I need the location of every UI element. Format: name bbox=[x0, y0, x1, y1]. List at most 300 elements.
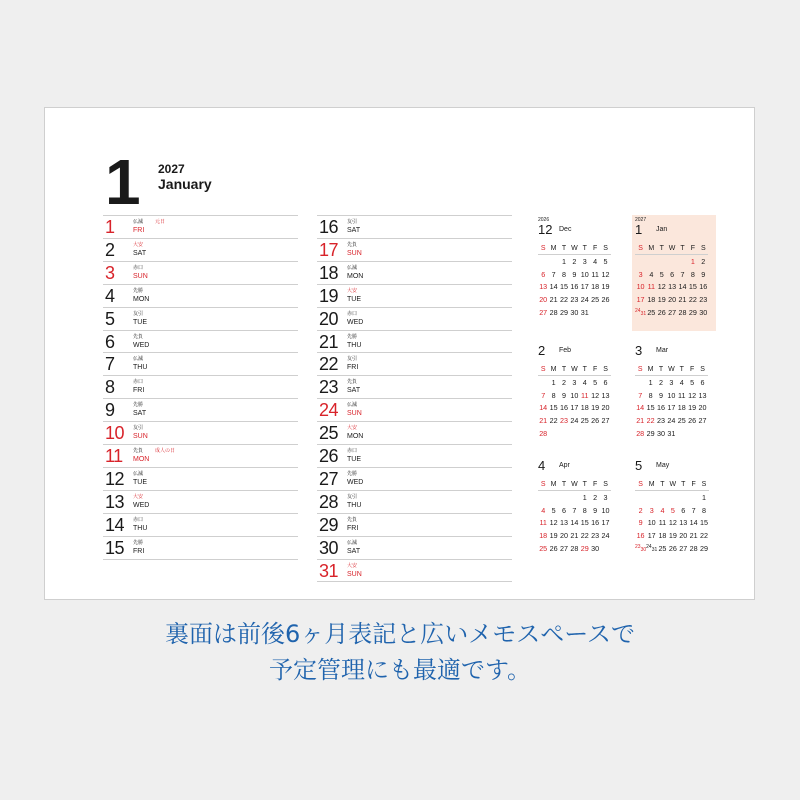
mini-day: 30 bbox=[591, 544, 600, 554]
mini-day: 19 bbox=[668, 531, 677, 541]
day-row bbox=[317, 536, 512, 559]
mini-day: 8 bbox=[702, 505, 706, 515]
mini-day: 2 bbox=[593, 492, 598, 502]
mini-day: 30 bbox=[570, 308, 579, 318]
mini-day: 30 bbox=[699, 308, 708, 318]
weekday-head: S bbox=[600, 242, 610, 255]
weekday-head: F bbox=[687, 363, 697, 376]
day-number: 6 bbox=[105, 331, 115, 352]
mini-day: 16 bbox=[656, 403, 665, 413]
mini-grid bbox=[635, 363, 708, 440]
day-row bbox=[317, 398, 512, 421]
rokuyo-label: 仏滅 bbox=[347, 402, 358, 409]
mini-day: 15 bbox=[646, 403, 655, 413]
mini-day bbox=[646, 491, 657, 504]
weekday-head: T bbox=[580, 363, 590, 376]
day-number: 2 bbox=[105, 239, 115, 260]
day-number: 20 bbox=[319, 308, 339, 329]
mini-day: 27 bbox=[601, 416, 610, 426]
weekday-head: W bbox=[569, 363, 579, 376]
rokuyo-label: 先負 bbox=[133, 448, 144, 454]
mini-day: 10 bbox=[601, 505, 610, 515]
mini-day bbox=[559, 491, 569, 504]
mini-day: 18 bbox=[539, 531, 548, 541]
month-number: 1 bbox=[105, 146, 141, 218]
mini-day: 14 bbox=[570, 518, 579, 528]
weekday-head: W bbox=[666, 363, 676, 376]
mini-day: 3 bbox=[572, 377, 577, 387]
mini-day: 13 bbox=[698, 390, 707, 400]
mini-day: 22 bbox=[688, 295, 697, 305]
mini-day: 17 bbox=[580, 282, 589, 292]
mini-day: 15 bbox=[700, 518, 708, 528]
weekday-head: T bbox=[657, 478, 667, 491]
mini-day: 13 bbox=[559, 518, 568, 528]
weekday-head: T bbox=[559, 242, 569, 255]
mini-month-number: 5 bbox=[635, 458, 643, 473]
rokuyo-label: 大安 bbox=[133, 241, 144, 248]
weekday-label: FRI bbox=[347, 364, 359, 372]
mini-day: 25 bbox=[658, 544, 667, 554]
mini-day: 29 bbox=[646, 429, 655, 439]
day-number: 29 bbox=[319, 514, 339, 535]
mini-day: 23 bbox=[570, 295, 579, 305]
mini-day: 25 bbox=[591, 295, 600, 305]
mini-day: 26 bbox=[657, 308, 666, 318]
mini-day: 6 bbox=[561, 505, 566, 515]
mini-day: 2 bbox=[638, 505, 643, 515]
day-row bbox=[103, 513, 298, 536]
day-row bbox=[103, 215, 298, 238]
mini-day bbox=[697, 427, 707, 440]
weekday-head: M bbox=[646, 478, 657, 491]
day-row bbox=[103, 398, 298, 421]
mini-day bbox=[657, 491, 667, 504]
weekday-label: TUE bbox=[347, 295, 361, 303]
mini-day: 5 bbox=[593, 377, 598, 387]
mini-day: 15 bbox=[559, 282, 568, 292]
weekday-label: MON bbox=[133, 456, 150, 463]
mini-day: 6 bbox=[603, 377, 608, 387]
day-row bbox=[103, 261, 298, 284]
mini-day: 28 bbox=[678, 308, 687, 318]
day-number: 8 bbox=[105, 377, 115, 398]
mini-day: 4 bbox=[593, 256, 598, 266]
mini-day: 5 bbox=[670, 505, 675, 515]
mini-day bbox=[559, 427, 569, 440]
mini-day bbox=[677, 427, 687, 440]
mini-day: 26 bbox=[591, 416, 600, 426]
mini-day bbox=[600, 542, 610, 555]
mini-day: 11 bbox=[539, 518, 547, 528]
mini-day: 6 bbox=[670, 269, 675, 279]
mini-day bbox=[548, 427, 558, 440]
mini-month-name: Mar bbox=[656, 347, 669, 354]
mini-day bbox=[668, 491, 678, 504]
day-row bbox=[103, 284, 298, 307]
day-number: 17 bbox=[319, 239, 339, 260]
mini-day: 1 bbox=[551, 377, 556, 387]
weekday-head: T bbox=[580, 242, 590, 255]
mini-day: 11 bbox=[647, 282, 656, 292]
mini-day: 1 bbox=[648, 377, 653, 387]
rokuyo-label: 友引 bbox=[133, 310, 144, 317]
mini-day: 1 bbox=[702, 492, 706, 502]
mini-day: 25 bbox=[677, 416, 686, 426]
mini-day: 22 bbox=[580, 531, 589, 541]
weekday-label: MON bbox=[347, 433, 364, 441]
mini-day bbox=[688, 491, 698, 504]
rokuyo-label: 大安 bbox=[347, 562, 358, 569]
mini-day: 16 bbox=[591, 518, 600, 528]
mini-day: 19 bbox=[657, 295, 666, 305]
mini-day: 2 bbox=[572, 256, 577, 266]
mini-day: 7 bbox=[541, 390, 546, 400]
weekday-label: WED bbox=[347, 478, 364, 486]
mini-day: 3 bbox=[582, 256, 587, 266]
day-row bbox=[317, 513, 512, 536]
day-number: 7 bbox=[105, 354, 115, 375]
rokuyo-label: 先勝 bbox=[133, 402, 144, 409]
day-number: 12 bbox=[105, 468, 125, 489]
holiday-label: 元日 bbox=[155, 219, 166, 225]
mini-day: 31 bbox=[667, 429, 676, 439]
day-number: 18 bbox=[319, 262, 339, 283]
mini-day bbox=[667, 255, 677, 268]
mini-day: 26 bbox=[688, 416, 697, 426]
mini-day: 10 bbox=[667, 390, 676, 400]
mini-day bbox=[538, 376, 548, 389]
mini-day: 25 bbox=[580, 416, 589, 426]
day-number: 28 bbox=[319, 491, 339, 512]
weekday-label: WED bbox=[133, 501, 150, 509]
header-year: 2027 bbox=[158, 162, 185, 176]
weekday-label: SAT bbox=[347, 227, 361, 234]
rokuyo-label: 大安 bbox=[347, 287, 358, 294]
mini-day: 7 bbox=[638, 390, 643, 400]
weekday-head: S bbox=[600, 363, 610, 376]
mini-day: 12 bbox=[601, 269, 610, 279]
rokuyo-label: 友引 bbox=[347, 493, 358, 500]
mini-day: 22 bbox=[549, 416, 558, 426]
day-row bbox=[103, 536, 298, 559]
weekday-head: T bbox=[678, 478, 688, 491]
mini-day: 17 bbox=[636, 295, 645, 305]
weekday-label: THU bbox=[133, 524, 148, 532]
mini-day: 19 bbox=[591, 403, 600, 413]
mini-day: 29 bbox=[559, 308, 568, 318]
weekday-head: T bbox=[580, 478, 590, 491]
mini-day: 13 bbox=[539, 282, 548, 292]
weekday-label: SAT bbox=[347, 387, 361, 395]
day-number: 26 bbox=[319, 446, 339, 466]
mini-day: 19 bbox=[688, 403, 697, 413]
mini-day bbox=[600, 306, 610, 319]
mini-day: 21 bbox=[636, 416, 645, 426]
mini-grid bbox=[635, 242, 708, 319]
mini-day: 19 bbox=[549, 531, 558, 541]
mini-day: 10 bbox=[570, 390, 579, 400]
weekday-head: S bbox=[635, 242, 646, 255]
mini-day bbox=[548, 255, 558, 268]
mini-year: 2027 bbox=[635, 217, 647, 223]
mini-month-number: 1 bbox=[635, 222, 643, 237]
weekday-head: M bbox=[548, 363, 558, 376]
day-number: 19 bbox=[319, 285, 339, 306]
mini-day: 5 bbox=[690, 377, 695, 387]
mini-day bbox=[646, 255, 656, 268]
mini-day: 21 bbox=[539, 416, 548, 426]
mini-day: 26 bbox=[668, 544, 677, 554]
day-number: 10 bbox=[105, 423, 125, 444]
weekday-label: SUN bbox=[133, 433, 148, 441]
mini-day: 14 bbox=[678, 282, 687, 292]
header-month-name: January bbox=[158, 176, 212, 192]
mini-day: 15 bbox=[580, 518, 589, 528]
mini-day: 6 bbox=[700, 377, 705, 387]
weekday-label: SUN bbox=[347, 410, 362, 418]
rokuyo-label: 仏滅 bbox=[133, 356, 144, 363]
mini-day bbox=[569, 491, 579, 504]
mini-month-number: 2 bbox=[538, 343, 546, 358]
weekday-head: S bbox=[635, 478, 646, 491]
day-row bbox=[103, 444, 298, 467]
rokuyo-label: 赤口 bbox=[133, 516, 144, 523]
mini-day: 27 bbox=[539, 308, 548, 318]
weekday-head: W bbox=[668, 478, 678, 491]
mini-day: 22 bbox=[700, 531, 708, 541]
day-number: 21 bbox=[319, 331, 339, 352]
weekday-label: TUE bbox=[133, 318, 147, 326]
day-row bbox=[317, 261, 512, 284]
day-number: 30 bbox=[319, 537, 339, 558]
mini-month-name: Feb bbox=[559, 347, 572, 354]
mini-day: 4 bbox=[649, 269, 654, 279]
mini-day: 6 bbox=[681, 505, 686, 515]
weekday-label: FRI bbox=[133, 547, 145, 555]
mini-day: 11 bbox=[678, 390, 686, 400]
mini-day: 25 bbox=[539, 544, 548, 554]
day-row bbox=[103, 352, 298, 375]
day-row bbox=[317, 559, 512, 582]
mini-day: 2 bbox=[561, 377, 566, 387]
mini-day: 10 bbox=[580, 269, 589, 279]
day-row bbox=[317, 215, 512, 238]
mini-day: 11 bbox=[658, 518, 667, 528]
weekday-head: S bbox=[635, 363, 645, 376]
day-row bbox=[317, 307, 512, 330]
weekday-head: F bbox=[590, 363, 600, 376]
mini-day: 1 bbox=[690, 256, 695, 266]
weekday-head: S bbox=[538, 478, 548, 491]
weekday-label: SUN bbox=[133, 272, 148, 280]
day-row bbox=[317, 352, 512, 375]
day-number: 31 bbox=[319, 560, 339, 581]
rokuyo-label: 先負 bbox=[133, 333, 144, 340]
mini-day: 7 bbox=[572, 505, 577, 515]
mini-day bbox=[635, 376, 645, 389]
mini-day: 10 bbox=[636, 282, 645, 292]
mini-day: 14 bbox=[689, 518, 698, 528]
weekday-label: FRI bbox=[133, 387, 145, 395]
mini-day bbox=[590, 427, 600, 440]
mini-day: 8 bbox=[561, 269, 566, 279]
rokuyo-label: 赤口 bbox=[133, 379, 144, 386]
mini-day: 1 bbox=[561, 256, 566, 266]
mini-day: 7 bbox=[691, 505, 696, 515]
rokuyo-label: 先勝 bbox=[133, 539, 144, 546]
mini-day: 28 bbox=[689, 544, 698, 554]
mini-day bbox=[580, 427, 590, 440]
weekday-head: S bbox=[600, 478, 610, 491]
weekday-head: F bbox=[688, 242, 698, 255]
mini-day: 3 bbox=[638, 269, 643, 279]
weekday-head: T bbox=[677, 363, 687, 376]
day-row bbox=[317, 284, 512, 307]
rokuyo-label: 先負 bbox=[347, 241, 358, 248]
weekday-head: S bbox=[699, 478, 709, 491]
mini-day bbox=[548, 491, 558, 504]
mini-day: 3 bbox=[669, 377, 674, 387]
mini-day: 21 bbox=[689, 531, 698, 541]
rokuyo-label: 大安 bbox=[347, 425, 358, 432]
holiday-label: 成人の日 bbox=[155, 448, 176, 454]
weekday-head: W bbox=[569, 242, 579, 255]
mini-day: 5 bbox=[551, 505, 556, 515]
mini-day: 29 bbox=[688, 308, 697, 318]
rokuyo-label: 先勝 bbox=[347, 470, 358, 477]
mini-month-name: Jan bbox=[656, 226, 668, 233]
mini-grid bbox=[538, 363, 611, 440]
rokuyo-label: 赤口 bbox=[347, 448, 358, 454]
day-number: 3 bbox=[105, 262, 115, 283]
weekday-label: SUN bbox=[347, 570, 362, 578]
day-row bbox=[317, 421, 512, 444]
weekday-head: S bbox=[538, 242, 548, 255]
mini-day: 13 bbox=[601, 390, 610, 400]
mini-day: 12 bbox=[591, 390, 600, 400]
rokuyo-label: 仏滅 bbox=[133, 470, 144, 477]
mini-day: 29 bbox=[580, 544, 589, 554]
weekday-head: M bbox=[548, 242, 558, 255]
rokuyo-label: 友引 bbox=[133, 425, 144, 432]
day-number: 5 bbox=[105, 308, 115, 329]
weekday-label: SUN bbox=[347, 249, 362, 257]
mini-day: 15 bbox=[549, 403, 558, 413]
mini-day: 31 bbox=[580, 308, 589, 318]
weekday-head: T bbox=[559, 363, 569, 376]
weekday-head: M bbox=[548, 478, 558, 491]
day-number: 22 bbox=[319, 354, 339, 375]
day-row bbox=[317, 330, 512, 353]
mini-day: 20 bbox=[668, 295, 677, 305]
mini-day: 8 bbox=[648, 390, 653, 400]
mini-year: 2026 bbox=[538, 217, 550, 223]
mini-day: 20 bbox=[539, 295, 548, 305]
weekday-head: S bbox=[538, 363, 548, 376]
day-row bbox=[317, 444, 512, 467]
mini-day bbox=[600, 427, 610, 440]
mini-day bbox=[569, 427, 579, 440]
mini-day: 1 bbox=[582, 492, 587, 502]
day-number: 11 bbox=[105, 446, 123, 466]
mini-day: 29 bbox=[700, 544, 708, 554]
mini-day: 3 bbox=[603, 492, 608, 502]
day-number: 14 bbox=[105, 514, 125, 535]
weekday-label: FRI bbox=[347, 524, 359, 532]
mini-day: 14 bbox=[539, 403, 548, 413]
mini-day: 17 bbox=[647, 531, 656, 541]
rokuyo-label: 大安 bbox=[133, 493, 144, 500]
weekday-label: SAT bbox=[133, 249, 147, 257]
mini-day: 4 bbox=[660, 505, 665, 515]
day-row bbox=[103, 421, 298, 444]
mini-day: 24 bbox=[601, 531, 610, 541]
mini-day bbox=[657, 255, 667, 268]
day-row bbox=[317, 238, 512, 261]
mini-day: 20 bbox=[679, 531, 688, 541]
mini-day: 28 bbox=[570, 544, 579, 554]
mini-day: 8 bbox=[582, 505, 587, 515]
caption-line-1: 裏面は前後6ヶ月表記と広いメモスペースで bbox=[164, 620, 636, 648]
day-row bbox=[103, 307, 298, 330]
weekday-head: T bbox=[559, 478, 569, 491]
mini-day: 16 bbox=[699, 282, 708, 292]
mini-month-name: May bbox=[656, 462, 670, 469]
weekday-label: SAT bbox=[347, 547, 361, 555]
mini-day: 22 bbox=[559, 295, 568, 305]
mini-day: 5 bbox=[603, 256, 608, 266]
weekday-label: WED bbox=[133, 341, 150, 349]
weekday-head: F bbox=[590, 478, 600, 491]
weekday-label: THU bbox=[347, 501, 362, 509]
day-row bbox=[103, 330, 298, 353]
weekday-head: T bbox=[657, 242, 667, 255]
weekday-label: MON bbox=[347, 272, 364, 280]
mini-day: 14 bbox=[549, 282, 558, 292]
mini-day: 18 bbox=[647, 295, 656, 305]
mini-day: 12 bbox=[668, 518, 677, 528]
mini-day: 13 bbox=[668, 282, 677, 292]
day-number: 25 bbox=[319, 423, 339, 444]
mini-day: 8 bbox=[690, 269, 695, 279]
mini-day: 12 bbox=[549, 518, 558, 528]
mini-day: 9 bbox=[572, 269, 577, 279]
mini-day: 30 bbox=[656, 429, 665, 439]
day-number: 4 bbox=[105, 285, 115, 306]
mini-day bbox=[538, 491, 548, 504]
mini-day: 21 bbox=[549, 295, 558, 305]
mini-day bbox=[538, 255, 548, 268]
mini-day: 9 bbox=[593, 505, 598, 515]
rokuyo-label: 先勝 bbox=[347, 333, 358, 340]
weekday-head: W bbox=[569, 478, 579, 491]
weekday-head: S bbox=[697, 363, 707, 376]
mini-day: 4 bbox=[582, 377, 587, 387]
mini-month-number: 12 bbox=[538, 222, 553, 237]
mini-day: $^{23}$30 bbox=[635, 544, 647, 554]
mini-day: 23 bbox=[699, 295, 708, 305]
mini-day: 27 bbox=[698, 416, 707, 426]
mini-day: $^{24}$31 bbox=[646, 544, 658, 554]
mini-day: 15 bbox=[688, 282, 697, 292]
day-row bbox=[103, 238, 298, 261]
mini-day: 4 bbox=[679, 377, 684, 387]
weekday-label: THU bbox=[133, 364, 148, 372]
day-number: 15 bbox=[105, 537, 125, 558]
mini-month-number: 3 bbox=[635, 343, 643, 358]
mini-day: 16 bbox=[570, 282, 579, 292]
